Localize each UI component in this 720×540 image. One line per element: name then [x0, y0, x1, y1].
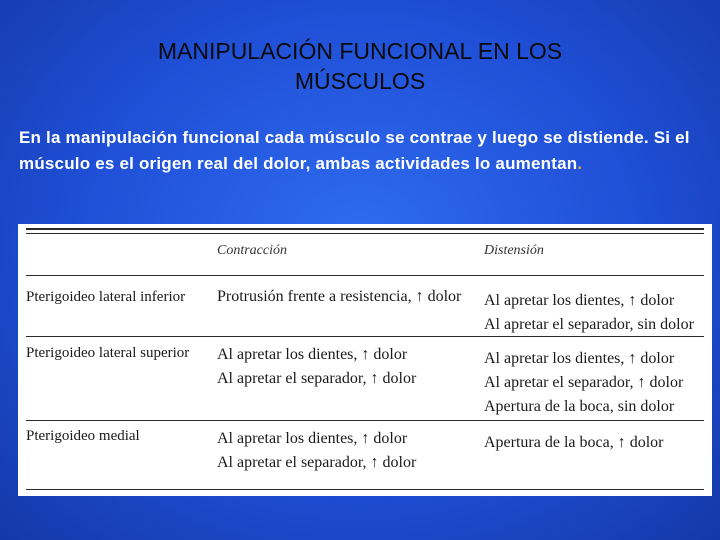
table-bottom-rule — [26, 489, 704, 490]
row-2-contraction — [217, 343, 416, 391]
row-3-distension — [484, 431, 663, 455]
row-3-contraction-line-2: Al apretar el separador, ↑ dolor — [217, 454, 417, 471]
row-1-contraction-line-1: Protrusión frente a resistencia, ↑ dolor — [217, 288, 462, 305]
table-top-rule-thin — [26, 233, 704, 234]
row-2-distension-line-3: Apertura de la boca, sin dolor — [484, 398, 675, 415]
row-rule-2 — [26, 420, 704, 421]
row-2-contraction-line-1: Al apretar los dientes, ↑ dolor — [217, 346, 408, 363]
row-3-distension-line-1: Apertura de la boca, ↑ dolor — [484, 434, 664, 451]
row-1-contraction — [217, 285, 461, 309]
header-rule — [26, 275, 704, 276]
row-1-distension-line-2: Al apretar el separador, sin dolor — [484, 316, 694, 333]
intro-paragraph — [19, 125, 709, 177]
row-2-contraction-line-2: Al apretar el separador, ↑ dolor — [217, 370, 417, 387]
header-distension: Distensión — [484, 243, 544, 258]
slide-title — [0, 36, 720, 96]
header-contraccion: Contracción — [217, 243, 287, 258]
table-top-rule — [26, 228, 704, 230]
row-3-contraction — [217, 427, 416, 475]
row-2-muscle: Pterigoideo lateral superior — [26, 345, 190, 361]
table-image — [18, 224, 712, 496]
row-1-distension-line-1: Al apretar los dientes, ↑ dolor — [484, 292, 675, 309]
row-2-distension — [484, 347, 683, 419]
row-3-muscle: Pterigoideo medial — [26, 428, 140, 444]
intro-text: En la manipulación funcional cada músculo se contrae y luego se distiende. Si el músculo es el origen real del dolor, ambas actividades lo aumentan — [19, 128, 690, 173]
row-1-muscle: Pterigoideo lateral inferior — [26, 289, 186, 305]
intro-period: . — [577, 154, 583, 173]
row-2-distension-line-1: Al apretar los dientes, ↑ dolor — [484, 350, 675, 367]
row-3-contraction-line-1: Al apretar los dientes, ↑ dolor — [217, 430, 408, 447]
title-line-2: MÚSCULOS — [294, 68, 426, 94]
row-2-distension-line-2: Al apretar el separador, ↑ dolor — [484, 374, 684, 391]
title-line-1: MANIPULACIÓN FUNCIONAL EN LOS — [157, 38, 563, 64]
row-1-distension — [484, 289, 694, 337]
